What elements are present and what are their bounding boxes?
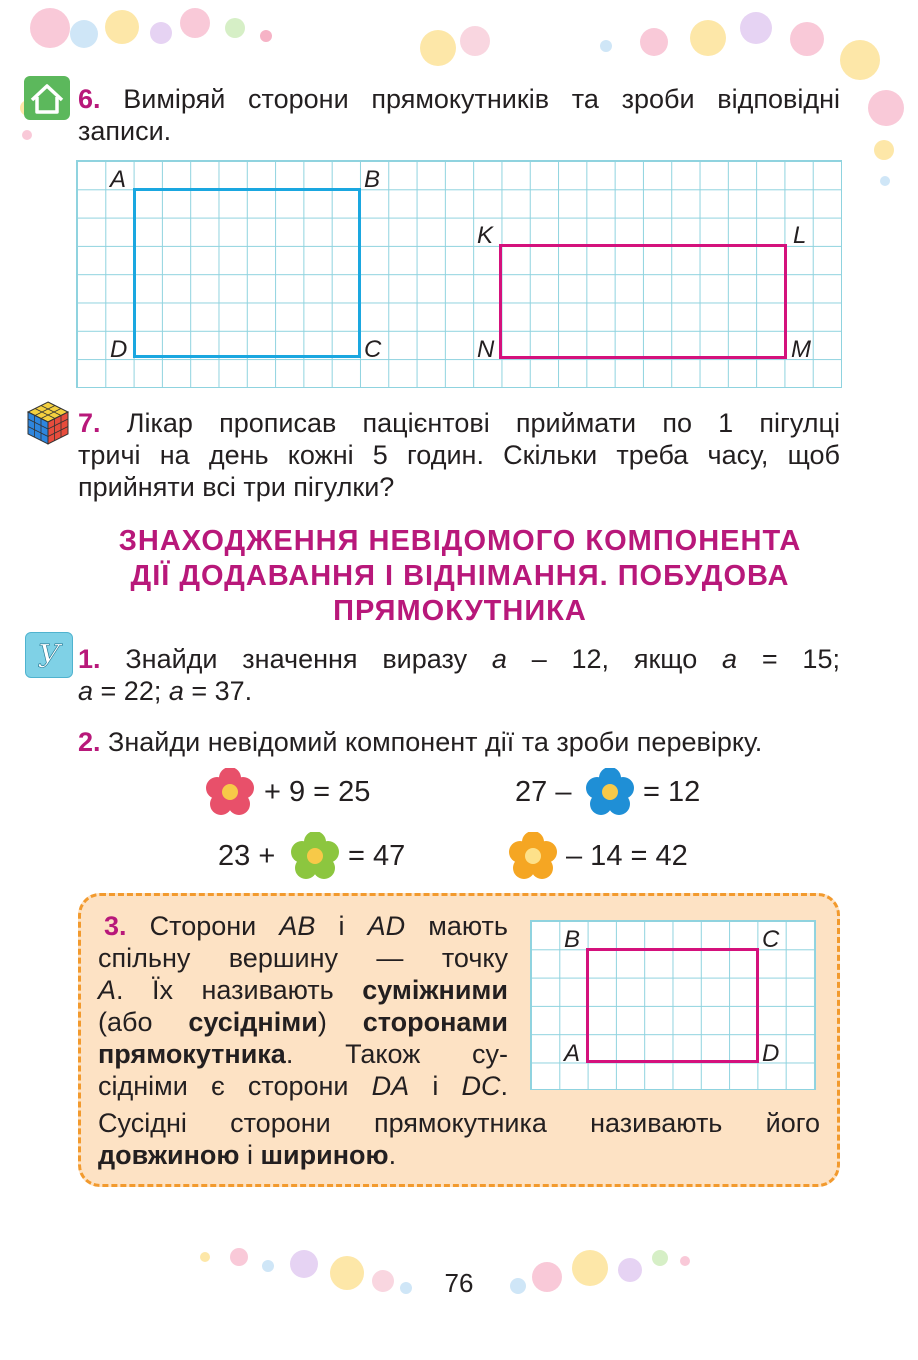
task-text: = 37. (183, 676, 253, 706)
task-number: 7. (78, 408, 101, 438)
vertex-label-d: D (762, 1040, 780, 1067)
equation: 27 – (515, 776, 572, 808)
bold-term: прямокутника (98, 1039, 286, 1069)
task-text: мають (405, 911, 508, 941)
task-number: 3. (104, 911, 127, 941)
green-flower-icon (290, 832, 340, 885)
vertex-label-c: C (762, 926, 780, 953)
vertex-label-a: A (110, 166, 127, 193)
task-text: спільну вершину — точку (98, 943, 508, 973)
segment-ab: AB (279, 911, 316, 941)
home-icon (24, 76, 70, 120)
variable-a: a (491, 644, 507, 674)
task-text: = 22; (93, 676, 169, 706)
task-text: . Також су- (285, 1039, 508, 1069)
task-text: Сусідні сторони прямокутника називають його (98, 1108, 820, 1138)
task-text: . (500, 1071, 508, 1101)
red-flower-icon (205, 768, 255, 821)
point-a: A (98, 975, 117, 1005)
variable-a: a (722, 644, 738, 674)
equation: + 9 = 25 (264, 776, 371, 808)
task-text: тричі на день кожні 5 годин. Скільки треба часу, щоб (78, 440, 840, 470)
vertex-label-a: A (564, 1040, 581, 1067)
task-text: Лікар прописав пацієнтові приймати по 1 пігулці (126, 408, 840, 438)
segment-dc: DC (461, 1071, 501, 1101)
task-text: Знайди значення виразу (125, 644, 492, 674)
vertex-label-m: M (791, 336, 811, 363)
task-text: Виміряй сторони прямокутників та зроби відповідні (123, 84, 840, 114)
page-number: 76 (444, 1268, 474, 1298)
rectangle-klmn (499, 244, 787, 359)
oral-task-icon (25, 632, 73, 678)
vertex-label-c: C (364, 336, 382, 363)
variable-a: a (78, 676, 94, 706)
task-text: і (315, 911, 368, 941)
vertex-label-b: B (364, 166, 381, 193)
task-text: записи. (78, 116, 172, 146)
heading-line: ЗНАХОДЖЕННЯ НЕВІДОМОГО КОМПОНЕНТА (118, 525, 802, 557)
segment-da: DA (371, 1071, 410, 1101)
task-text: ) (317, 1007, 363, 1037)
rubiks-cube-icon (24, 398, 72, 451)
rule-text (98, 910, 508, 1102)
task-text: – 12, якщо (506, 644, 723, 674)
heading-line: ДІЇ ДОДАВАННЯ І ВІДНІМАННЯ. ПОБУДОВА (130, 560, 790, 592)
task-text: . Їх називають (116, 975, 363, 1005)
task-text: і (239, 1140, 261, 1170)
bold-term: суміжними (362, 975, 508, 1005)
task-number: 1. (78, 644, 101, 674)
rectangle-abcd (133, 188, 361, 358)
orange-flower-icon (508, 832, 558, 885)
equation: 23 + (218, 840, 276, 872)
vertex-label-n: N (477, 336, 495, 363)
variable-a: a (168, 676, 184, 706)
task-number: 2. (78, 727, 101, 757)
vertex-label-l: L (793, 222, 807, 249)
svg-text:У: У (37, 637, 61, 675)
task-text: . (388, 1140, 397, 1170)
blue-flower-icon (585, 768, 635, 821)
equation: = 12 (643, 776, 701, 808)
equation: = 47 (348, 840, 406, 872)
section-heading (60, 524, 860, 629)
equation: – 14 = 42 (566, 840, 688, 872)
segment-ad: AD (367, 911, 406, 941)
vertex-label-k: K (477, 222, 494, 249)
heading-line: ПРЯМОКУТНИКА (333, 595, 587, 627)
task-text: Сторони (149, 911, 280, 941)
rectangle-bcda (586, 948, 759, 1063)
bold-term: сторонами (362, 1007, 508, 1037)
task-text: = 15; (737, 644, 840, 674)
vertex-label-d: D (110, 336, 128, 363)
task-text: Знайди невідомий компонент дії та зроби перевірку. (108, 727, 763, 757)
vertex-label-b: B (564, 926, 581, 953)
bold-term: довжиною (98, 1140, 240, 1170)
bold-term: сусідніми (188, 1007, 318, 1037)
task-text: сідніми є сторони (98, 1071, 372, 1101)
bold-term: шириною (260, 1140, 389, 1170)
rule-text-bottom (98, 1107, 820, 1171)
task-text: і (409, 1071, 462, 1101)
task-text: (або (98, 1007, 189, 1037)
task-text: прийняти всі три пігулки? (78, 472, 395, 502)
task-number: 6. (78, 84, 101, 114)
